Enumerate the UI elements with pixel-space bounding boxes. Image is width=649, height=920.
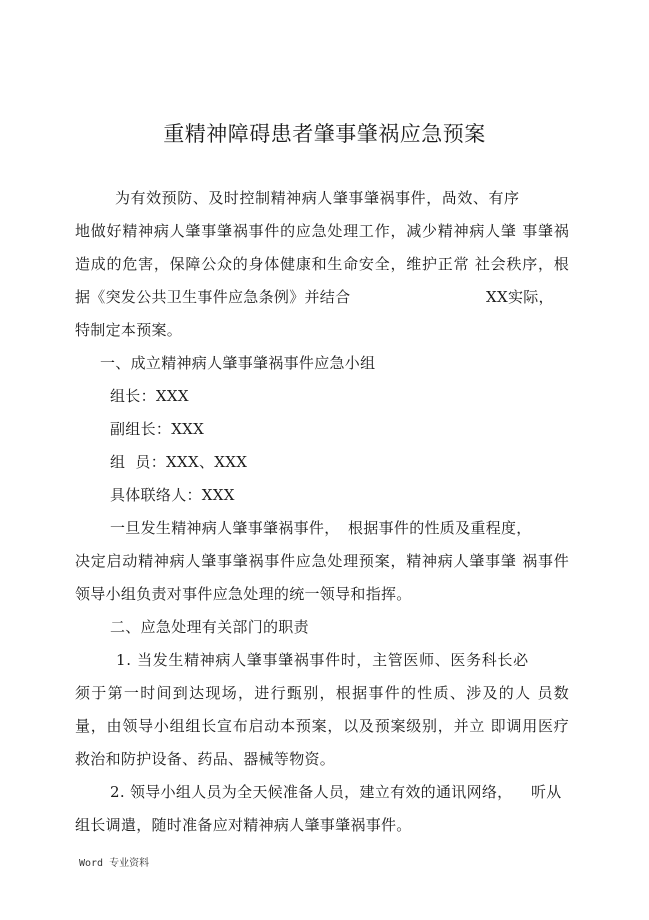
deputy-leader: 副组长：XXX — [110, 420, 205, 438]
item2-line-1-right: 听从 — [531, 783, 562, 801]
item2-line-2: 组长调遣，随时准备应对精神病人肇事肇祸事件。 — [75, 816, 412, 834]
section2-heading: 二、应急处理有关部门的职责 — [110, 618, 309, 636]
intro-line-2: 地做好精神病人肇事肇祸事件的应急处理工作，减少精神病人肇 事肇祸 — [75, 222, 570, 240]
document-title: 重精神障碍患者肇事肇祸应急预案 — [163, 122, 486, 146]
intro-line-3: 造成的危害，保障公众的身体健康和生命安全，维护正常 社会秩序，根 — [75, 255, 570, 273]
item1-line-4: 救治和防护设备、药品、器械等物资。 — [75, 750, 336, 768]
section1-heading: 一、成立精神病人肇事肇祸事件应急小组 — [100, 354, 376, 372]
group-members: 组 员：XXX、XXX — [110, 453, 248, 471]
item2-line-1-left: 2. 领导小组人员为全天候准备人员，建立有效的通讯网络， — [110, 783, 513, 801]
section1-para-line-1-left: 一旦发生精神病人肇事肇祸事件， — [110, 519, 340, 537]
item1-line-2: 须于第一时间到达现场，进行甄别，根据事件的性质、涉及的人 员数 — [75, 684, 571, 702]
section1-para-line-2: 决定启动精神病人肇事肇祸事件应急处理预案，精神病人肇事肇 祸事件 — [75, 552, 570, 570]
intro-line-1: 为有效预防、及时控制精神病人肇事肇祸事件，咼效、有序 — [115, 189, 520, 207]
item1-line-3: 量，由领导小组组长宣布启动本预案，以及预案级别，并立 即调用医疗 — [75, 717, 570, 735]
section1-para-line-1-right: 根据事件的性质及重程度， — [348, 519, 532, 537]
item1-line-1: 1. 当发生精神病人肇事肇祸事件时，主管医师、医务科长必 — [116, 651, 529, 669]
page-footer: Word 专业资料 — [79, 858, 150, 869]
group-leader: 组长：XXX — [110, 387, 189, 405]
intro-line-5: 特制定本预案。 — [75, 321, 183, 339]
section1-para-line-3: 领导小组负责对事件应急处理的统一领导和指挥。 — [75, 585, 412, 603]
contact-person: 具体联络人：XXX — [110, 486, 235, 504]
intro-line-4-right: XX实际， — [486, 288, 554, 306]
intro-line-4-left: 据《突发公共卫生事件应急条例》并结合 — [75, 288, 351, 306]
